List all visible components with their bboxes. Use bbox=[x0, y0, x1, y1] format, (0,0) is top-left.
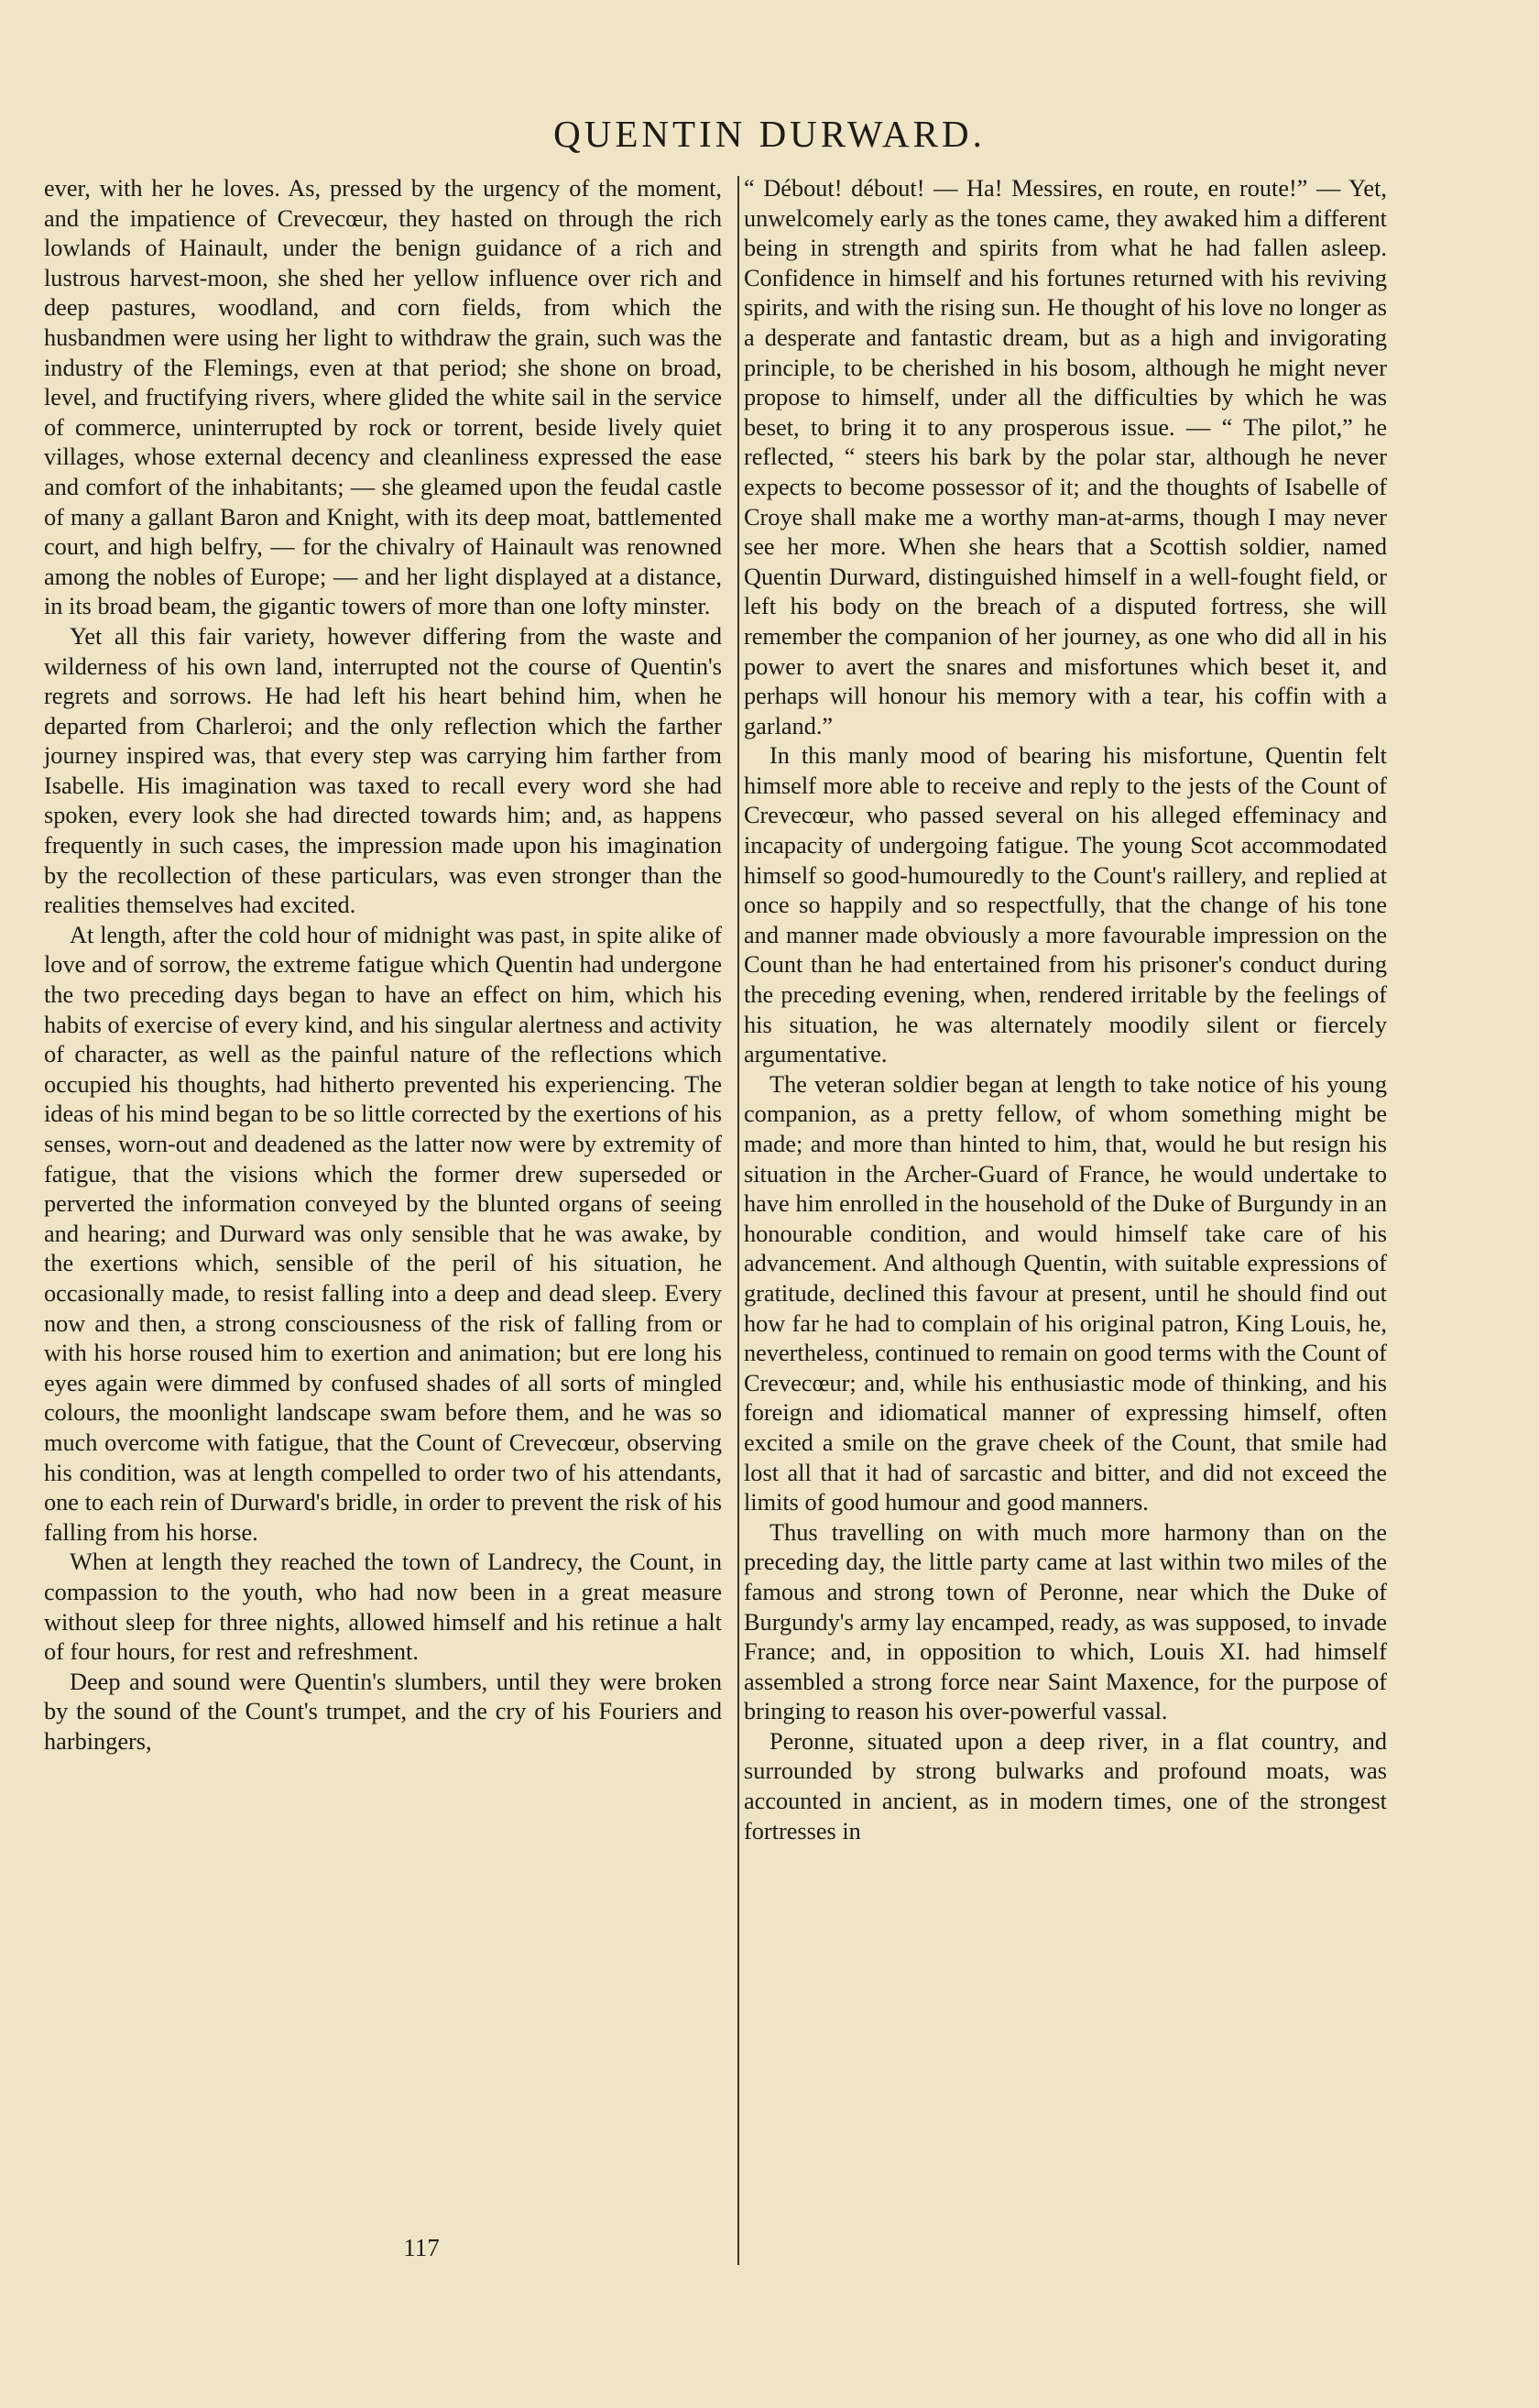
paragraph: Thus travelling on with much more harmony than on the preceding day, the little party came at last within two miles of the famous and strong town of Peronne, near which the Duke of Burgundy's army lay encamped, ready, as was supposed, to invade France; and, in opposition to which, Louis XI. had himself assembled a strong force near Saint Maxence, for the purpose of bringing to reason his over-powerful vassal. bbox=[744, 1518, 1387, 1725]
paragraph: Peronne, situated upon a deep river, in a flat country, and surrounded by strong bulwarks and profound moats, was accounted in ancient, as in modern times, one of the strongest fortresses in bbox=[744, 1727, 1387, 1844]
page-number: 117 bbox=[403, 2234, 440, 2261]
paragraph: “ Débout! débout! — Ha! Messires, en route, en route!” — Yet, unwelcomely early as the tones came, they awaked him a different being in strength and spirits from what he had fallen asleep. Confidence in himself and his fortunes returned with his reviving spirits, and with the rising sun. He thought of his love no longer as a desperate and fantastic dream, but as a high and invigorating principle, to be cherished in his bosom, although he might never propose to himself, under all the difficulties by which he was beset, to bring it to any prosperous issue. — “ The pilot,” he reflected, “ steers his bark by the polar star, although he never expects to become possessor of it; and the thoughts of Isabelle of Croye shall make me a worthy man-at-arms, though I may never see her more. When she hears that a Scottish soldier, named Quentin Durward, distinguished himself in a well-fought field, or left his body on the breach of a disputed fortress, she will remember the companion of her journey, as one who did all in his power to avert the snares and misfortunes which beset it, and perhaps will honour his memory with a tear, his coffin with a garland.” bbox=[744, 175, 1387, 739]
right-column bbox=[744, 174, 1387, 1846]
paragraph: ever, with her he loves. As, pressed by the urgency of the moment, and the impatience of Crevecœur, they hasted on through the rich lowlands of Hainault, under the benign guidance of a rich and lustrous harvest-moon, she shed her yellow influence over rich and deep pastures, woodland, and corn fields, from which the husbandmen were using her light to withdraw the grain, such was the industry of the Flemings, even at that period; she shone on broad, level, and fructifying rivers, where glided the white sail in the service of commerce, uninterrupted by rock or torrent, beside lively quiet villages, whose external decency and cleanliness expressed the ease and comfort of the inhabitants; — she gleamed upon the feudal castle of many a gallant Baron and Knight, with its deep moat, battlemented court, and high belfry, — for the chivalry of Hainault was renowned among the nobles of Europe; — and her light displayed at a distance, in its broad beam, the gigantic towers of more than one lofty minster. bbox=[44, 175, 722, 620]
paragraph: The veteran soldier began at length to take notice of his young companion, as a pretty fellow, of whom something might be made; and more than hinted to him, that, would he but resign his situation in the Archer-Guard of France, he would undertake to have him enrolled in the household of the Duke of Burgundy in an honourable condition, and would himself take care of his advancement. And although Quentin, with suitable expressions of gratitude, declined this favour at present, until he should find out how far he had to complain of his original patron, King Louis, he, nevertheless, continued to remain on good terms with the Count of Crevecœur; and, while his enthusiastic mode of thinking, and his foreign and idiomatical manner of expressing himself, often excited a smile on the grave cheek of the Count, that smile had lost all that it had of sarcastic and bitter, and did not exceed the limits of good humour and good manners. bbox=[744, 1070, 1387, 1516]
paragraph: Deep and sound were Quentin's slumbers, until they were broken by the sound of the Count's trumpet, and the cry of his Fouriers and harbingers, bbox=[44, 1668, 722, 1755]
paragraph: When at length they reached the town of Landrecy, the Count, in compassion to the youth, who had now been in a great measure without sleep for three nights, allowed himself and his retinue a halt of four hours, for rest and refreshment. bbox=[44, 1549, 722, 1666]
paragraph: In this manly mood of bearing his misfortune, Quentin felt himself more able to receive and reply to the jests of the Count of Crevecœur, who passed several on his alleged effeminacy and incapacity of undergoing fatigue. The young Scot accommodated himself so good-humouredly to the Count's raillery, and replied at once so happily and so respectfully, that the change of his tone and manner made obviously a more favourable impression on the Count than he had entertained from his prisoner's conduct during the preceding evening, when, rendered irritable by the feelings of his situation, he was alternately moodily silent or fiercely argumentative. bbox=[744, 742, 1387, 1068]
paragraph: At length, after the cold hour of midnight was past, in spite alike of love and of sorrow, the extreme fatigue which Quentin had undergone the two preceding days began to have an effect on him, which his habits of exercise of every kind, and his singular alertness and activity of character, as well as the painful nature of the reflections which occupied his thoughts, had hitherto prevented his experiencing. The ideas of his mind began to be so little corrected by the exertions of his senses, worn-out and deadened as the latter now were by extremity of fatigue, that the visions which the former drew superseded or perverted the information conveyed by the blunted organs of seeing and hearing; and Durward was only sensible that he was awake, by the exertions which, sensible of the peril of his situation, he occasionally made, to resist falling into a deep and dead sleep. Every now and then, a strong consciousness of the risk of falling from or with his horse roused him to exertion and animation; but ere long his eyes again were dimmed by confused shades of all sorts of mingled colours, the moonlight landscape swam before them, and he was so much overcome with fatigue, that the Count of Crevecœur, observing his condition, was at length compelled to order two of his attendants, one to each rein of Durward's bridle, in order to prevent the risk of his falling from his horse. bbox=[44, 921, 722, 1546]
left-column bbox=[44, 174, 722, 1757]
running-title: QUENTIN DURWARD. bbox=[553, 113, 986, 155]
paragraph: Yet all this fair variety, however differing from the waste and wilderness of his own land, interrupted not the course of Quentin's regrets and sorrows. He had left his heart behind him, when he departed from Charleroi; and the only reflection which the farther journey inspired was, that every step was carrying him farther from Isabelle. His imagination was taxed to recall every word she had spoken, every look she had directed towards him; and, as happens frequently in such cases, the impression made upon his imagination by the recollection of these particulars, was even stronger than the realities themselves had excited. bbox=[44, 622, 722, 919]
column-divider bbox=[737, 176, 739, 2265]
